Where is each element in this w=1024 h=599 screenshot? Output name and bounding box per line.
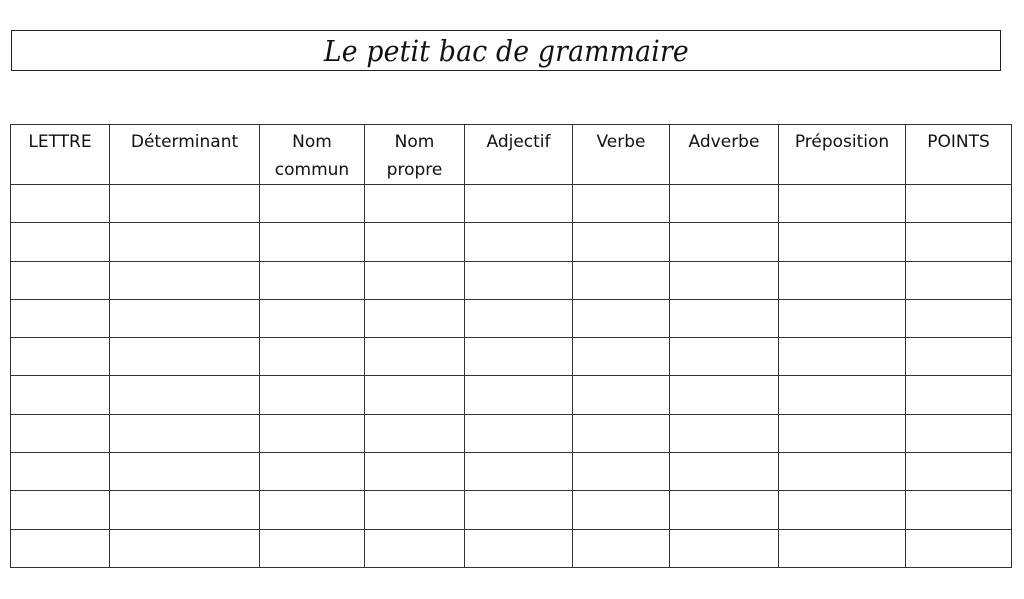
answer-cell[interactable]	[573, 223, 670, 261]
answer-cell[interactable]	[365, 185, 465, 223]
answer-cell[interactable]	[11, 453, 110, 491]
answer-cell[interactable]	[906, 338, 1012, 376]
answer-cell[interactable]	[11, 338, 110, 376]
answer-cell[interactable]	[11, 376, 110, 414]
answer-cell[interactable]	[465, 261, 573, 299]
answer-cell[interactable]	[670, 261, 779, 299]
answer-cell[interactable]	[365, 529, 465, 567]
answer-cell[interactable]	[906, 185, 1012, 223]
page-title: Le petit bac de grammaire	[323, 33, 689, 68]
answer-cell[interactable]	[260, 185, 365, 223]
answer-cell[interactable]	[465, 491, 573, 529]
answer-cell[interactable]	[110, 414, 260, 452]
answer-cell[interactable]	[110, 185, 260, 223]
answer-cell[interactable]	[465, 529, 573, 567]
table-row	[11, 453, 1012, 491]
answer-cell[interactable]	[11, 223, 110, 261]
answer-cell[interactable]	[465, 223, 573, 261]
answer-cell[interactable]	[110, 491, 260, 529]
grammar-grid	[10, 124, 1012, 568]
answer-cell[interactable]	[670, 414, 779, 452]
header-cell-preposition: Préposition	[779, 125, 906, 185]
answer-cell[interactable]	[260, 299, 365, 337]
header-cell-nom-propre: Nom propre	[365, 125, 465, 185]
answer-cell[interactable]	[465, 338, 573, 376]
answer-cell[interactable]	[573, 261, 670, 299]
answer-cell[interactable]	[365, 261, 465, 299]
answer-cell[interactable]	[365, 338, 465, 376]
answer-cell[interactable]	[260, 453, 365, 491]
answer-cell[interactable]	[670, 299, 779, 337]
answer-cell[interactable]	[779, 223, 906, 261]
answer-cell[interactable]	[906, 299, 1012, 337]
answer-cell[interactable]	[670, 338, 779, 376]
title-box	[11, 30, 1001, 71]
table-row	[11, 529, 1012, 567]
answer-cell[interactable]	[365, 223, 465, 261]
table-row	[11, 414, 1012, 452]
answer-cell[interactable]	[906, 529, 1012, 567]
answer-cell[interactable]	[906, 261, 1012, 299]
answer-cell[interactable]	[110, 376, 260, 414]
answer-cell[interactable]	[670, 376, 779, 414]
header-cell-adjectif: Adjectif	[465, 125, 573, 185]
answer-cell[interactable]	[110, 223, 260, 261]
answer-cell[interactable]	[670, 185, 779, 223]
answer-cell[interactable]	[260, 529, 365, 567]
answer-cell[interactable]	[365, 414, 465, 452]
header-cell-nom-commun: Nom commun	[260, 125, 365, 185]
answer-cell[interactable]	[11, 414, 110, 452]
answer-cell[interactable]	[670, 223, 779, 261]
header-cell-lettre: LETTRE	[11, 125, 110, 185]
answer-cell[interactable]	[110, 299, 260, 337]
answer-cell[interactable]	[110, 529, 260, 567]
table-row	[11, 185, 1012, 223]
answer-cell[interactable]	[670, 491, 779, 529]
answer-cell[interactable]	[779, 414, 906, 452]
answer-cell[interactable]	[573, 376, 670, 414]
answer-cell[interactable]	[365, 376, 465, 414]
answer-cell[interactable]	[670, 453, 779, 491]
answer-cell[interactable]	[906, 453, 1012, 491]
answer-cell[interactable]	[260, 223, 365, 261]
answer-cell[interactable]	[573, 338, 670, 376]
table-row	[11, 376, 1012, 414]
table-row	[11, 261, 1012, 299]
answer-cell[interactable]	[906, 491, 1012, 529]
header-cell-points: POINTS	[906, 125, 1012, 185]
answer-cell[interactable]	[260, 414, 365, 452]
answer-cell[interactable]	[110, 338, 260, 376]
answer-cell[interactable]	[573, 529, 670, 567]
answer-cell[interactable]	[670, 529, 779, 567]
answer-cell[interactable]	[11, 529, 110, 567]
answer-cell[interactable]	[260, 491, 365, 529]
answer-cell[interactable]	[465, 453, 573, 491]
table-row	[11, 338, 1012, 376]
answer-cell[interactable]	[110, 261, 260, 299]
answer-cell[interactable]	[779, 338, 906, 376]
answer-cell[interactable]	[906, 223, 1012, 261]
answer-cell[interactable]	[260, 376, 365, 414]
answer-cell[interactable]	[779, 491, 906, 529]
answer-cell[interactable]	[573, 453, 670, 491]
grid-body	[11, 185, 1012, 568]
answer-cell[interactable]	[779, 529, 906, 567]
answer-cell[interactable]	[779, 261, 906, 299]
answer-cell[interactable]	[465, 376, 573, 414]
answer-cell[interactable]	[573, 185, 670, 223]
answer-cell[interactable]	[465, 414, 573, 452]
answer-cell[interactable]	[573, 299, 670, 337]
table-row	[11, 223, 1012, 261]
answer-cell[interactable]	[906, 376, 1012, 414]
answer-cell[interactable]	[260, 261, 365, 299]
answer-cell[interactable]	[779, 453, 906, 491]
answer-cell[interactable]	[465, 299, 573, 337]
header-cell-determinant: Déterminant	[110, 125, 260, 185]
header-cell-verbe: Verbe	[573, 125, 670, 185]
answer-cell[interactable]	[110, 453, 260, 491]
answer-cell[interactable]	[906, 414, 1012, 452]
answer-cell[interactable]	[11, 185, 110, 223]
answer-cell[interactable]	[260, 338, 365, 376]
answer-cell[interactable]	[573, 491, 670, 529]
header-cell-adverbe: Adverbe	[670, 125, 779, 185]
answer-cell[interactable]	[465, 185, 573, 223]
table-row	[11, 299, 1012, 337]
table-row	[11, 491, 1012, 529]
answer-cell[interactable]	[11, 491, 110, 529]
answer-cell[interactable]	[779, 376, 906, 414]
answer-cell[interactable]	[365, 299, 465, 337]
answer-cell[interactable]	[11, 299, 110, 337]
answer-cell[interactable]	[779, 299, 906, 337]
answer-cell[interactable]	[573, 414, 670, 452]
answer-cell[interactable]	[365, 453, 465, 491]
header-row	[11, 125, 1012, 185]
answer-cell[interactable]	[779, 185, 906, 223]
answer-cell[interactable]	[365, 491, 465, 529]
answer-cell[interactable]	[11, 261, 110, 299]
